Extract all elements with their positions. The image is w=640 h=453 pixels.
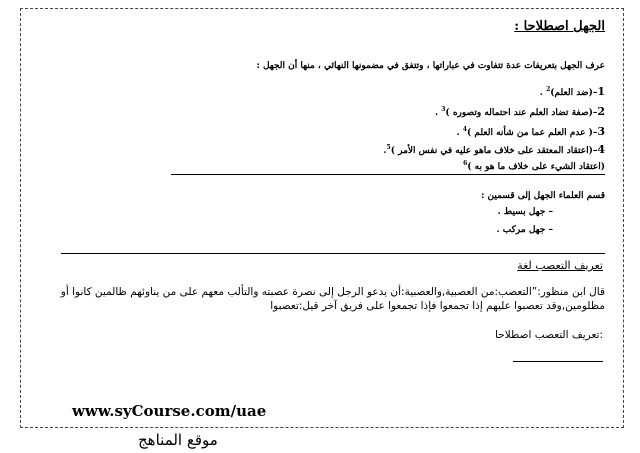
site-name: موقع المناهج	[138, 431, 218, 449]
footnote-ref: 5	[386, 144, 391, 151]
definition-tail: .	[456, 128, 463, 138]
definition-1	[540, 85, 605, 98]
terminological-definition-heading: :تعريف التعصب اصطلاحا	[495, 329, 603, 341]
footnote-ref: 4	[462, 126, 468, 133]
definition-tail: .	[383, 146, 387, 156]
definition-4	[383, 143, 605, 156]
definition-2	[435, 105, 605, 118]
divider-line	[61, 253, 605, 254]
intro-paragraph: عرف الجهل بتعريفات عدة تتفاوت في عباراتها ، وتتفق في مضمونها النهائي ، منها أن الجهل :	[256, 61, 605, 71]
definition-text: –(صفة تضاد العلم عند احتماله وتصوره )	[445, 108, 598, 118]
footnote-ref: 6	[463, 160, 468, 167]
section-title: الجهل اصطلاحا :	[514, 19, 605, 34]
definition-number: 1	[597, 85, 605, 98]
definition-number: 4	[597, 143, 605, 156]
definition-5	[463, 159, 605, 172]
definition-tail: .	[539, 88, 547, 98]
division-item-simple: – جهل بسيط .	[497, 207, 553, 217]
definition-text: (اعتقاد الشيء على خلاف ما هو به )	[467, 162, 605, 172]
definition-number: 3	[597, 125, 605, 138]
definition-3	[457, 125, 605, 138]
site-url: www.syCourse.com/uae	[72, 402, 267, 420]
definition-tail: .	[434, 108, 442, 118]
definition-text: –(ضد العلم)	[550, 88, 598, 98]
answer-line	[513, 361, 603, 362]
divider-line	[171, 174, 605, 175]
division-item-compound: – جهل مركب .	[496, 225, 553, 235]
footnote-ref: 3	[441, 106, 446, 113]
footnote-ref: 2	[546, 86, 551, 93]
definition-text: –( عدم العلم عما من شأنه العلم )	[467, 128, 598, 138]
definition-number: 2	[597, 105, 605, 118]
ibn-manzur-quote: قال ابن منظور:”التعصب:من العصبية,والعصبية:أن يدعو الرجل إلى نصرة عصبته والتألب معهم على من يناوئهم ظالمين كانوا أو مظلومين,وقد تعصبوا عليهم إذا تجمعوا فإذا تجمعوا على فريق آخر قيل:تعصبوا	[60, 286, 605, 312]
document-page	[20, 8, 624, 428]
definition-text: –(اعتقاد المعتقد على خلاف ماهو عليه في نفس الأمر )	[390, 146, 598, 156]
linguistic-definition-heading: تعريف التعصب لغة	[517, 259, 603, 272]
divisions-intro: قسم العلماء الجهل إلى قسمين :	[481, 191, 605, 201]
